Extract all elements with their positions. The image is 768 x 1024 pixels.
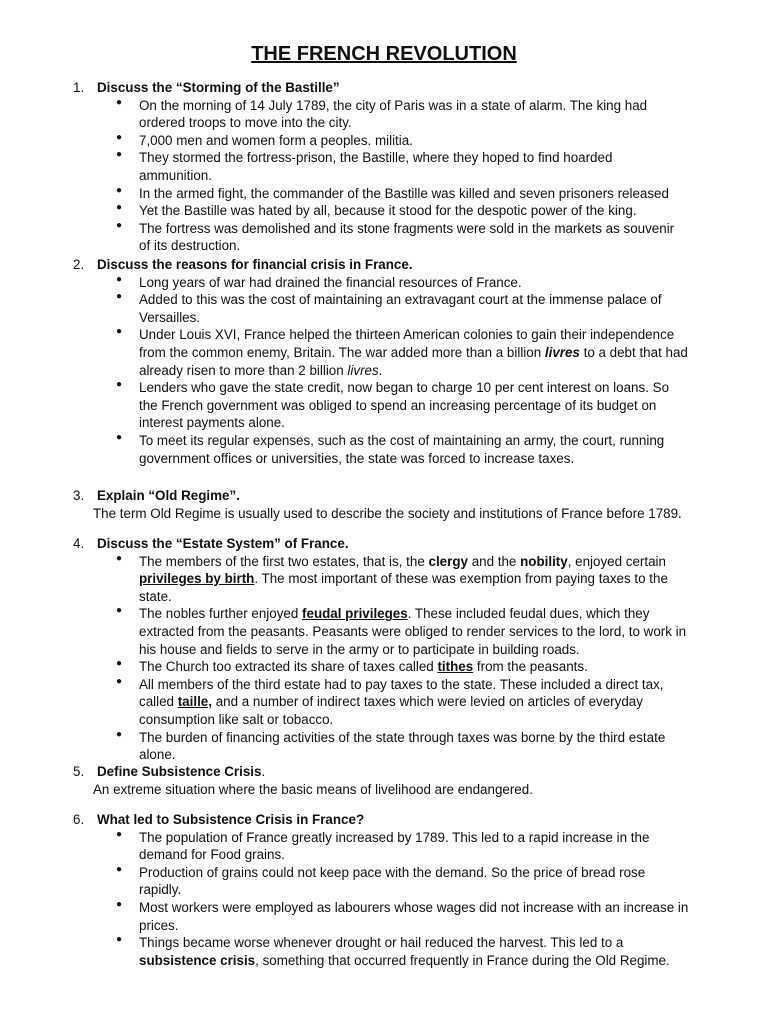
bullet-icon: ● [116, 273, 123, 285]
bullet-text [139, 952, 768, 970]
bullet-text: In the armed fight, the commander of the Bastille was killed and seven prisoners released [139, 185, 669, 201]
bullet-icon: ● [116, 898, 123, 910]
bullet-text: rapidly. [139, 882, 182, 898]
list-item [0, 864, 768, 899]
section-number: 2. [73, 257, 85, 272]
text-run: , something that occurred frequently in France during the Old Regime. [255, 952, 670, 968]
text-run: , enjoyed certain [567, 553, 666, 569]
page-title: THE FRENCH REVOLUTION [251, 43, 517, 65]
text-run: The members of the first two estates, that is, the [139, 553, 429, 569]
section-6 [0, 811, 768, 969]
bullet-text: Long years of war had drained the financial resources of France. [139, 274, 522, 290]
list-item [0, 605, 768, 658]
section-heading [0, 256, 768, 274]
text-run: called [139, 694, 178, 710]
section-title: Discuss the “Storming of the Bastille” [97, 80, 340, 95]
bullet-text: state. [139, 588, 172, 604]
bullet-text: government offices or universities, the state was forced to increase taxes. [139, 450, 575, 466]
list-item [0, 220, 768, 255]
section-heading [0, 79, 768, 97]
bullet-icon: ● [116, 863, 123, 875]
bullet-text [139, 570, 768, 588]
text-run: from the peasants. [473, 659, 588, 675]
section-number: 1. [73, 80, 85, 95]
list-item [0, 553, 768, 606]
bullet-icon: ● [116, 828, 123, 840]
bullet-icon: ● [116, 291, 123, 303]
bullet-icon: ● [116, 379, 123, 391]
bullet-text: consumption like salt or tobacco. [139, 711, 334, 727]
bullet-text: demand for Food grains. [139, 847, 285, 863]
section-heading [0, 811, 768, 829]
bullet-text: Things became worse whenever drought or hail reduced the harvest. This led to a [139, 935, 624, 951]
bullet-icon: ● [116, 326, 123, 338]
section-number: 4. [73, 536, 85, 551]
section-heading [0, 763, 768, 781]
section-title [97, 763, 265, 781]
emphasis-livres: livres [347, 362, 379, 378]
bullet-icon: ● [116, 96, 123, 108]
term-clergy: clergy [428, 553, 468, 569]
term-feudal-privileges: feudal privileges [302, 606, 408, 622]
section-title: What led to Subsistence Crisis in France? [97, 812, 365, 827]
bullet-text: The population of France greatly increased by 1789. This led to a rapid increase in the [139, 829, 650, 845]
list-item [0, 379, 768, 432]
bullet-text: The fortress was demolished and its stone fragments were sold in the markets as souvenir [139, 220, 675, 236]
bullet-text: extracted from the peasants. Peasants were obliged to render services to the lord, to work in [139, 623, 687, 639]
bullet-text: They stormed the fortress-prison, the Bastille, where they hoped to find hoarded [139, 150, 613, 166]
bullet-text: Added to this was the cost of maintaining an extravagant court at the immense palace of [139, 292, 662, 308]
text-run: The nobles further enjoyed [139, 606, 303, 622]
section-title: Discuss the “Estate System” of France. [97, 536, 349, 551]
list-item [0, 934, 768, 969]
list-item [0, 729, 768, 764]
list-item [0, 326, 768, 379]
term-subsistence-crisis: subsistence crisis [139, 952, 256, 968]
text-run: . These included feudal dues, which they [407, 606, 650, 622]
bullet-text: prices. [139, 917, 179, 933]
term-taille: taille, [177, 694, 212, 710]
list-item [0, 149, 768, 184]
bullet-icon: ● [116, 728, 123, 740]
bullet-icon: ● [116, 131, 123, 143]
bullet-text: To meet its regular expenses, such as the cost of maintaining an army, the court, running [139, 432, 665, 448]
bullet-text: Lenders who gave the state credit, now began to charge 10 per cent interest on loans. So [139, 380, 670, 396]
list-item [0, 676, 768, 729]
text-run: from the common enemy, Britain. The war added more than a billion [139, 344, 545, 360]
list-item [0, 829, 768, 864]
bullet-list [0, 829, 768, 970]
bullet-text: The burden of financing activities of the state through taxes was borne by the third estate [139, 729, 666, 745]
list-item [0, 274, 768, 292]
text-run: and the [467, 553, 521, 569]
bullet-text: his house and fields to serve in the army or to participate in building roads. [139, 641, 580, 657]
section-paragraph: An extreme situation where the basic means of livelihood are endangered. [93, 781, 533, 797]
bullet-text: All members of the third estate had to pay taxes to the state. These included a direct tax, [139, 676, 664, 692]
bullet-text: On the morning of 14 July 1789, the city of Paris was in a state of alarm. The king had [139, 97, 648, 113]
bullet-text [139, 553, 768, 571]
bullet-text: ordered troops to move into the city. [139, 115, 352, 131]
text-run: already risen to more than 2 billion [139, 362, 348, 378]
bullet-icon: ● [116, 202, 123, 214]
bullet-text [139, 362, 768, 380]
list-item [0, 658, 768, 676]
bullet-text: of its destruction. [139, 238, 241, 254]
section-title: Discuss the reasons for financial crisis in France. [97, 257, 413, 272]
section-heading [0, 535, 768, 553]
list-item [0, 132, 768, 150]
section-number: 6. [73, 812, 85, 827]
list-item [0, 432, 768, 467]
bullet-icon: ● [116, 552, 123, 564]
section-number: 5. [73, 764, 85, 779]
bullet-text: Yet the Bastille was hated by all, because it stood for the despotic power of the king. [139, 203, 637, 219]
bullet-text [139, 344, 768, 362]
bullet-text [139, 693, 768, 711]
bullet-icon: ● [116, 431, 123, 443]
bullet-text: the French government was obliged to spend an increasing percentage of its budget on [139, 397, 657, 413]
text-run: . The most important of these was exemption from paying taxes to the [254, 571, 668, 587]
emphasis-livres: livres [544, 344, 580, 360]
section-title-text: Define Subsistence Crisis [97, 764, 262, 779]
text-run: . [378, 362, 383, 378]
bullet-text [139, 658, 768, 676]
bullet-icon: ● [116, 675, 123, 687]
section-paragraph: The term Old Regime is usually used to describe the society and institutions of France before 1789. [93, 505, 682, 521]
term-tithes: tithes [437, 659, 474, 675]
bullet-list [0, 97, 768, 255]
term-nobility: nobility [520, 553, 568, 569]
bullet-text [139, 605, 768, 623]
bullet-text: interest payments alone. [139, 415, 285, 431]
bullet-icon: ● [116, 184, 123, 196]
list-item [0, 97, 768, 132]
list-item [0, 202, 768, 220]
section-title: Explain “Old Regime”. [97, 488, 240, 503]
section-5 [0, 763, 768, 798]
term-privileges-by-birth: privileges by birth [139, 571, 255, 587]
section-1 [0, 79, 768, 255]
bullet-icon: ● [116, 149, 123, 161]
bullet-text: ammunition. [139, 167, 212, 183]
text-run: to a debt that had [579, 344, 688, 360]
section-4 [0, 535, 768, 764]
bullet-text: Under Louis XVI, France helped the thirteen American colonies to gain their independence [139, 327, 675, 343]
bullet-list [0, 553, 768, 764]
bullet-text: Production of grains could not keep pace with the demand. So the price of bread rose [139, 864, 646, 880]
bullet-text: alone. [139, 747, 176, 763]
bullet-list [0, 274, 768, 468]
section-number: 3. [73, 488, 85, 503]
bullet-icon: ● [116, 934, 123, 946]
section-2 [0, 256, 768, 467]
bullet-text: Versailles. [139, 309, 201, 325]
section-title-period: . [261, 764, 266, 779]
bullet-text: 7,000 men and women form a peoples. militia. [139, 132, 413, 148]
bullet-icon: ● [116, 658, 123, 670]
list-item [0, 899, 768, 934]
list-item [0, 185, 768, 203]
section-3 [0, 487, 768, 522]
list-item [0, 291, 768, 326]
bullet-text: Most workers were employed as labourers whose wages did not increase with an increase in [139, 899, 689, 915]
bullet-icon: ● [116, 605, 123, 617]
text-run: The Church too extracted its share of taxes called [139, 659, 438, 675]
text-run: and a number of indirect taxes which were levied on articles of everyday [211, 694, 643, 710]
section-heading [0, 487, 768, 505]
bullet-icon: ● [116, 219, 123, 231]
